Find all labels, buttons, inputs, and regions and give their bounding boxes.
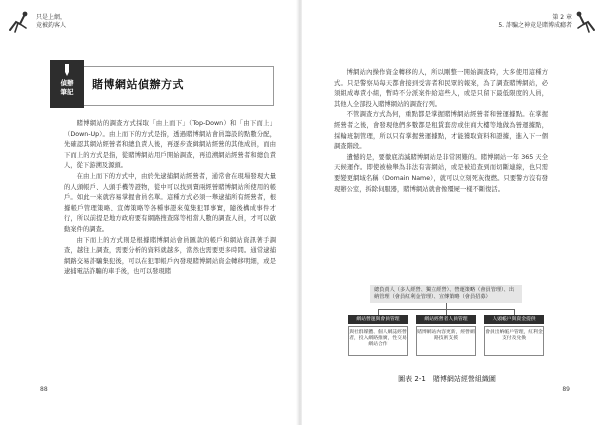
left-body	[64, 119, 276, 278]
note-tag	[50, 60, 84, 108]
paragraph: 賭博網站的調查方式採取「由上而下」（Top-Down）和「由下而上」（Down-Up）。由上而下的方式是指，透過賭博網站會員籌設的點數分配，先確認其網站經營者和總負責人後，再逐步查緝網站經營的其他成員，而由下而上的方式是指，從賭博網站用戶開始調查，再追溯網站經營者和總負責人，從下游溯及源頭。	[64, 120, 276, 170]
org-column-body: 會員出納帳戶管理，紅利金支付及兌換	[484, 326, 544, 356]
org-column-head: 人頭帳戶與資金提供	[484, 315, 544, 324]
right-body	[334, 68, 548, 195]
paragraph: 不管調查方式為何，重點都是掌握賭博網站經營者和營運據點。在掌握經營者之後，會發現他們多數都是租賃套房或住商大樓等地做為營運據點，採輪班制管理，所以只有掌握營運據點，才能獲取資料和證據，進入下一個調查階段。	[334, 111, 548, 151]
org-column-body: 與社群媒體、個人網誌經營者，投入網路推廣，性交易網站合作	[348, 326, 408, 356]
page-number: 88	[40, 386, 48, 393]
header-line-2: 竟被釣客人	[36, 22, 67, 29]
running-header-right	[498, 14, 572, 30]
org-column-head: 網站經營者人員管理	[416, 315, 476, 324]
paragraph: 博網站內操作資金轉移的人，所以剛整一開始調查時，大多使用這種方式。只是警察局每天都會接到受害者和民眾的報案，為了調查賭博網站，必須組成專責小組，暫時不分派案件給這些人，或是只留下最低限度的人員，其他人全部投入賭博網站的調查行列。	[334, 69, 548, 108]
paragraph: 遺憾的是，要徹底消滅賭博網站是非常困難的。賭博網站一年 365 天全天候運作。即使被檢舉為非法有害網站，或是被追查到而切斷連線，也只需要變更網域名稱（Domain Name），就可以立刻死灰復燃。只要警方沒有發現辦公室，拆除伺服器，賭博網站就會像殭屍一樣不斷復活。	[334, 153, 548, 193]
figure-caption: 圖表 2-1 賭博網站經營組織圖	[398, 375, 496, 383]
tag-line-2: 筆記	[60, 88, 74, 96]
pen-icon	[64, 64, 70, 76]
page-number: 89	[562, 386, 570, 393]
org-column-head: 網站營運與會員管理	[348, 315, 408, 324]
org-top-box: 總負責人（多人經營、獨立經營）、營運策略（會員管理）、出納管理（會員紅利金管理）、宣傳策略（會員招募）	[370, 285, 522, 303]
running-header-left	[36, 14, 66, 30]
paragraph: 在由上而下的方式中，由於先逮捕網站經營者，通常會在現場發現大量的人頭帳戶、人頭手機等證物，從中可以找到賣兩經營賭博網站所使用的帳戶。如此一來就容易掌握會員名單。這種方式必須一舉逮捕所有經營者，根據帳戶管理策略、宣傳策略等各種事證來蒐集犯罪事實，隨後構成事件才行，所以前提是地方政府要有網路搜查隊等相當人數的調查人員，才可以啟動案件的調查。	[64, 172, 276, 233]
right-page	[302, 0, 600, 425]
left-page	[0, 0, 298, 425]
org-chart	[348, 285, 546, 365]
running-figure-icon	[574, 10, 598, 34]
chapter-label: 第 2 章	[552, 14, 572, 21]
paragraph: 由下而上的方式則是根據賭博網站會員匯款的帳戶和網站資訊著手調查，越往上調查，需要分析的資料就越多，當然也需要更多時間。通常逮捕網路交易詐騙集犯後，可以在犯罪帳戶內發現賭博網站資金轉移明細，或是逮捕電話詐騙的車手後，也可以發現賭	[64, 236, 276, 276]
chapter-subtitle: 5. 詐騙之神竟是賭博成癮者	[498, 22, 572, 29]
tag-line-1: 偵辦	[60, 79, 74, 87]
header-line-1: 只是上網，	[36, 14, 67, 21]
org-column-body: 賭博網站內容更新，經營網路技術支援	[416, 326, 476, 356]
running-figure-icon	[6, 10, 32, 36]
section-title: 賭博網站偵辦方式	[92, 78, 184, 91]
